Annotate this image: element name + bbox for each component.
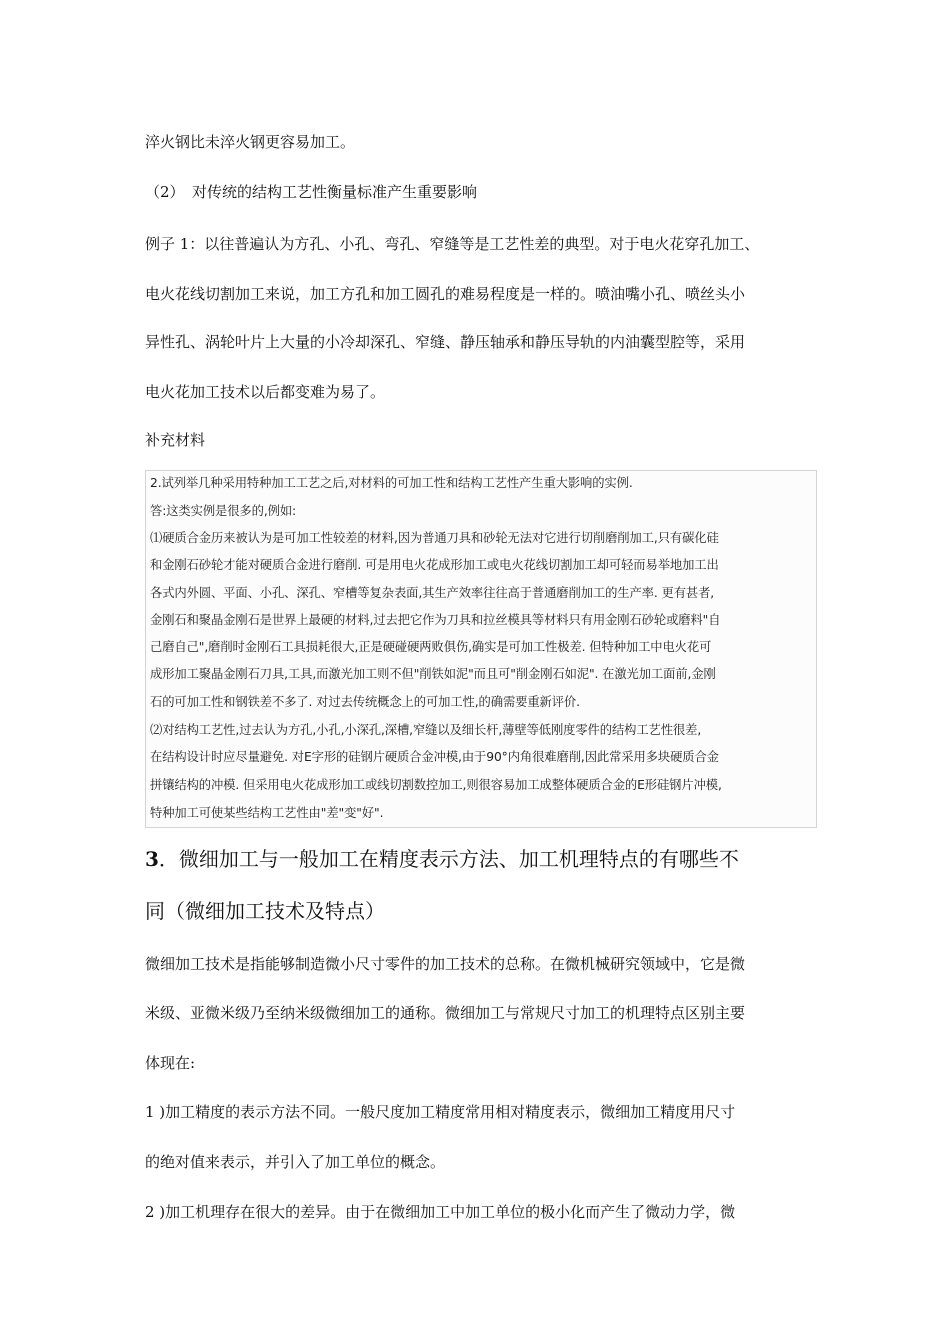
intro-line-5: 异性孔、涡轮叶片上大量的小冷却深孔、窄缝、静压轴承和静压导轨的内油囊型腔等，采用 bbox=[145, 333, 746, 351]
section-heading-line-1 bbox=[145, 846, 739, 872]
intro-line-6: 电火花加工技术以后都变难为易了。 bbox=[145, 383, 386, 401]
scan-line-6: 金刚石和聚晶金刚石是世界上最硬的材料,过去把它作为刀具和拉丝模具等材料只有用金刚石砂轮或磨料"自 bbox=[150, 613, 721, 627]
body-line-6: 2 )加工机理存在很大的差异。由于在微细加工中加工单位的极小化而产生了微动力学，微 bbox=[145, 1203, 736, 1221]
intro-line-3: 例子 1：以往普遍认为方孔、小孔、弯孔、窄缝等是工艺性差的典型。对于电火花穿孔加工、 bbox=[145, 235, 760, 253]
scan-line-4: 和金刚石砂轮才能对硬质合金进行磨削. 可是用电火花成形加工或电火花线切割加工却可轻而易举地加工出 bbox=[150, 558, 719, 572]
scan-line-11: 在结构设计时应尽量避免. 对E字形的硅钢片硬质合金冲模,由于90°内角很难磨削,因此常采用多块硬质合金 bbox=[150, 750, 719, 764]
body-line-2: 米级、亚微米级乃至纳米级微细加工的通称。微细加工与常规尺寸加工的机理特点区别主要 bbox=[145, 1004, 746, 1022]
intro-line-1: 淬火钢比未淬火钢更容易加工。 bbox=[145, 133, 356, 151]
scan-line-8: 成形加工聚晶金刚石刀具,工具,而激光加工则不但"削铁如泥"而且可"削金刚石如泥". 在激光加工面前,金刚 bbox=[150, 667, 716, 681]
intro-line-2: （2） 对传统的结构工艺性衡量标准产生重要影响 bbox=[145, 183, 478, 201]
section-number: 3 bbox=[145, 847, 159, 871]
scan-line-2: 答:这类实例是很多的,例如: bbox=[150, 504, 297, 518]
scan-line-3: ⑴硬质合金历来被认为是可加工性较差的材料,因为普通刀具和砂轮无法对它进行切削磨削加工,只有碳化硅 bbox=[150, 531, 719, 545]
supplement-label: 补充材料 bbox=[145, 431, 206, 449]
scan-line-13: 特种加工可使某些结构工艺性由"差"变"好". bbox=[150, 806, 384, 820]
scan-line-5: 各式内外圆、平面、小孔、深孔、窄槽等复杂表面,其生产效率往往高于普通磨削加工的生产率. 更有甚者, bbox=[150, 586, 715, 600]
scan-line-1: 2.试列举几种采用特种加工工艺之后,对材料的可加工性和结构工艺性产生重大影响的实例. bbox=[150, 476, 633, 490]
scan-line-7: 己磨自己",磨削时金刚石工具损耗很大,正是硬碰硬两败俱伤,确实是可加工性极差. 但特种加工中电火花可 bbox=[150, 640, 712, 654]
body-line-3: 体现在: bbox=[145, 1054, 196, 1072]
scan-excerpt-box bbox=[145, 470, 817, 828]
body-line-4: 1 )加工精度的表示方法不同。一般尺度加工精度常用相对精度表示，微细加工精度用尺寸 bbox=[145, 1103, 736, 1121]
scan-line-12: 拼镶结构的冲模. 但采用电火花成形加工或线切割数控加工,则很容易加工成整体硬质合金的E形硅钢片冲模, bbox=[150, 778, 722, 792]
body-line-1: 微细加工技术是指能够制造微小尺寸零件的加工技术的总称。在微机械研究领域中，它是微 bbox=[145, 955, 746, 973]
section-heading-text: ．微细加工与一般加工在精度表示方法、加工机理特点的有哪些不 bbox=[158, 847, 739, 871]
section-heading-line-2: 同（微细加工技术及特点） bbox=[145, 899, 385, 923]
scan-line-9: 石的可加工性和钢铁差不多了. 对过去传统概念上的可加工性,的确需要重新评价. bbox=[150, 695, 580, 709]
intro-line-4: 电火花线切割加工来说，加工方孔和加工圆孔的难易程度是一样的。喷油嘴小孔、喷丝头小 bbox=[145, 285, 746, 303]
body-line-5: 的绝对值来表示，并引入了加工单位的概念。 bbox=[145, 1153, 446, 1171]
scan-line-10: ⑵对结构工艺性,过去认为方孔,小孔,小深孔,深槽,窄缝以及细长杆,薄壁等低刚度零件的结构工艺性很差, bbox=[150, 723, 702, 737]
